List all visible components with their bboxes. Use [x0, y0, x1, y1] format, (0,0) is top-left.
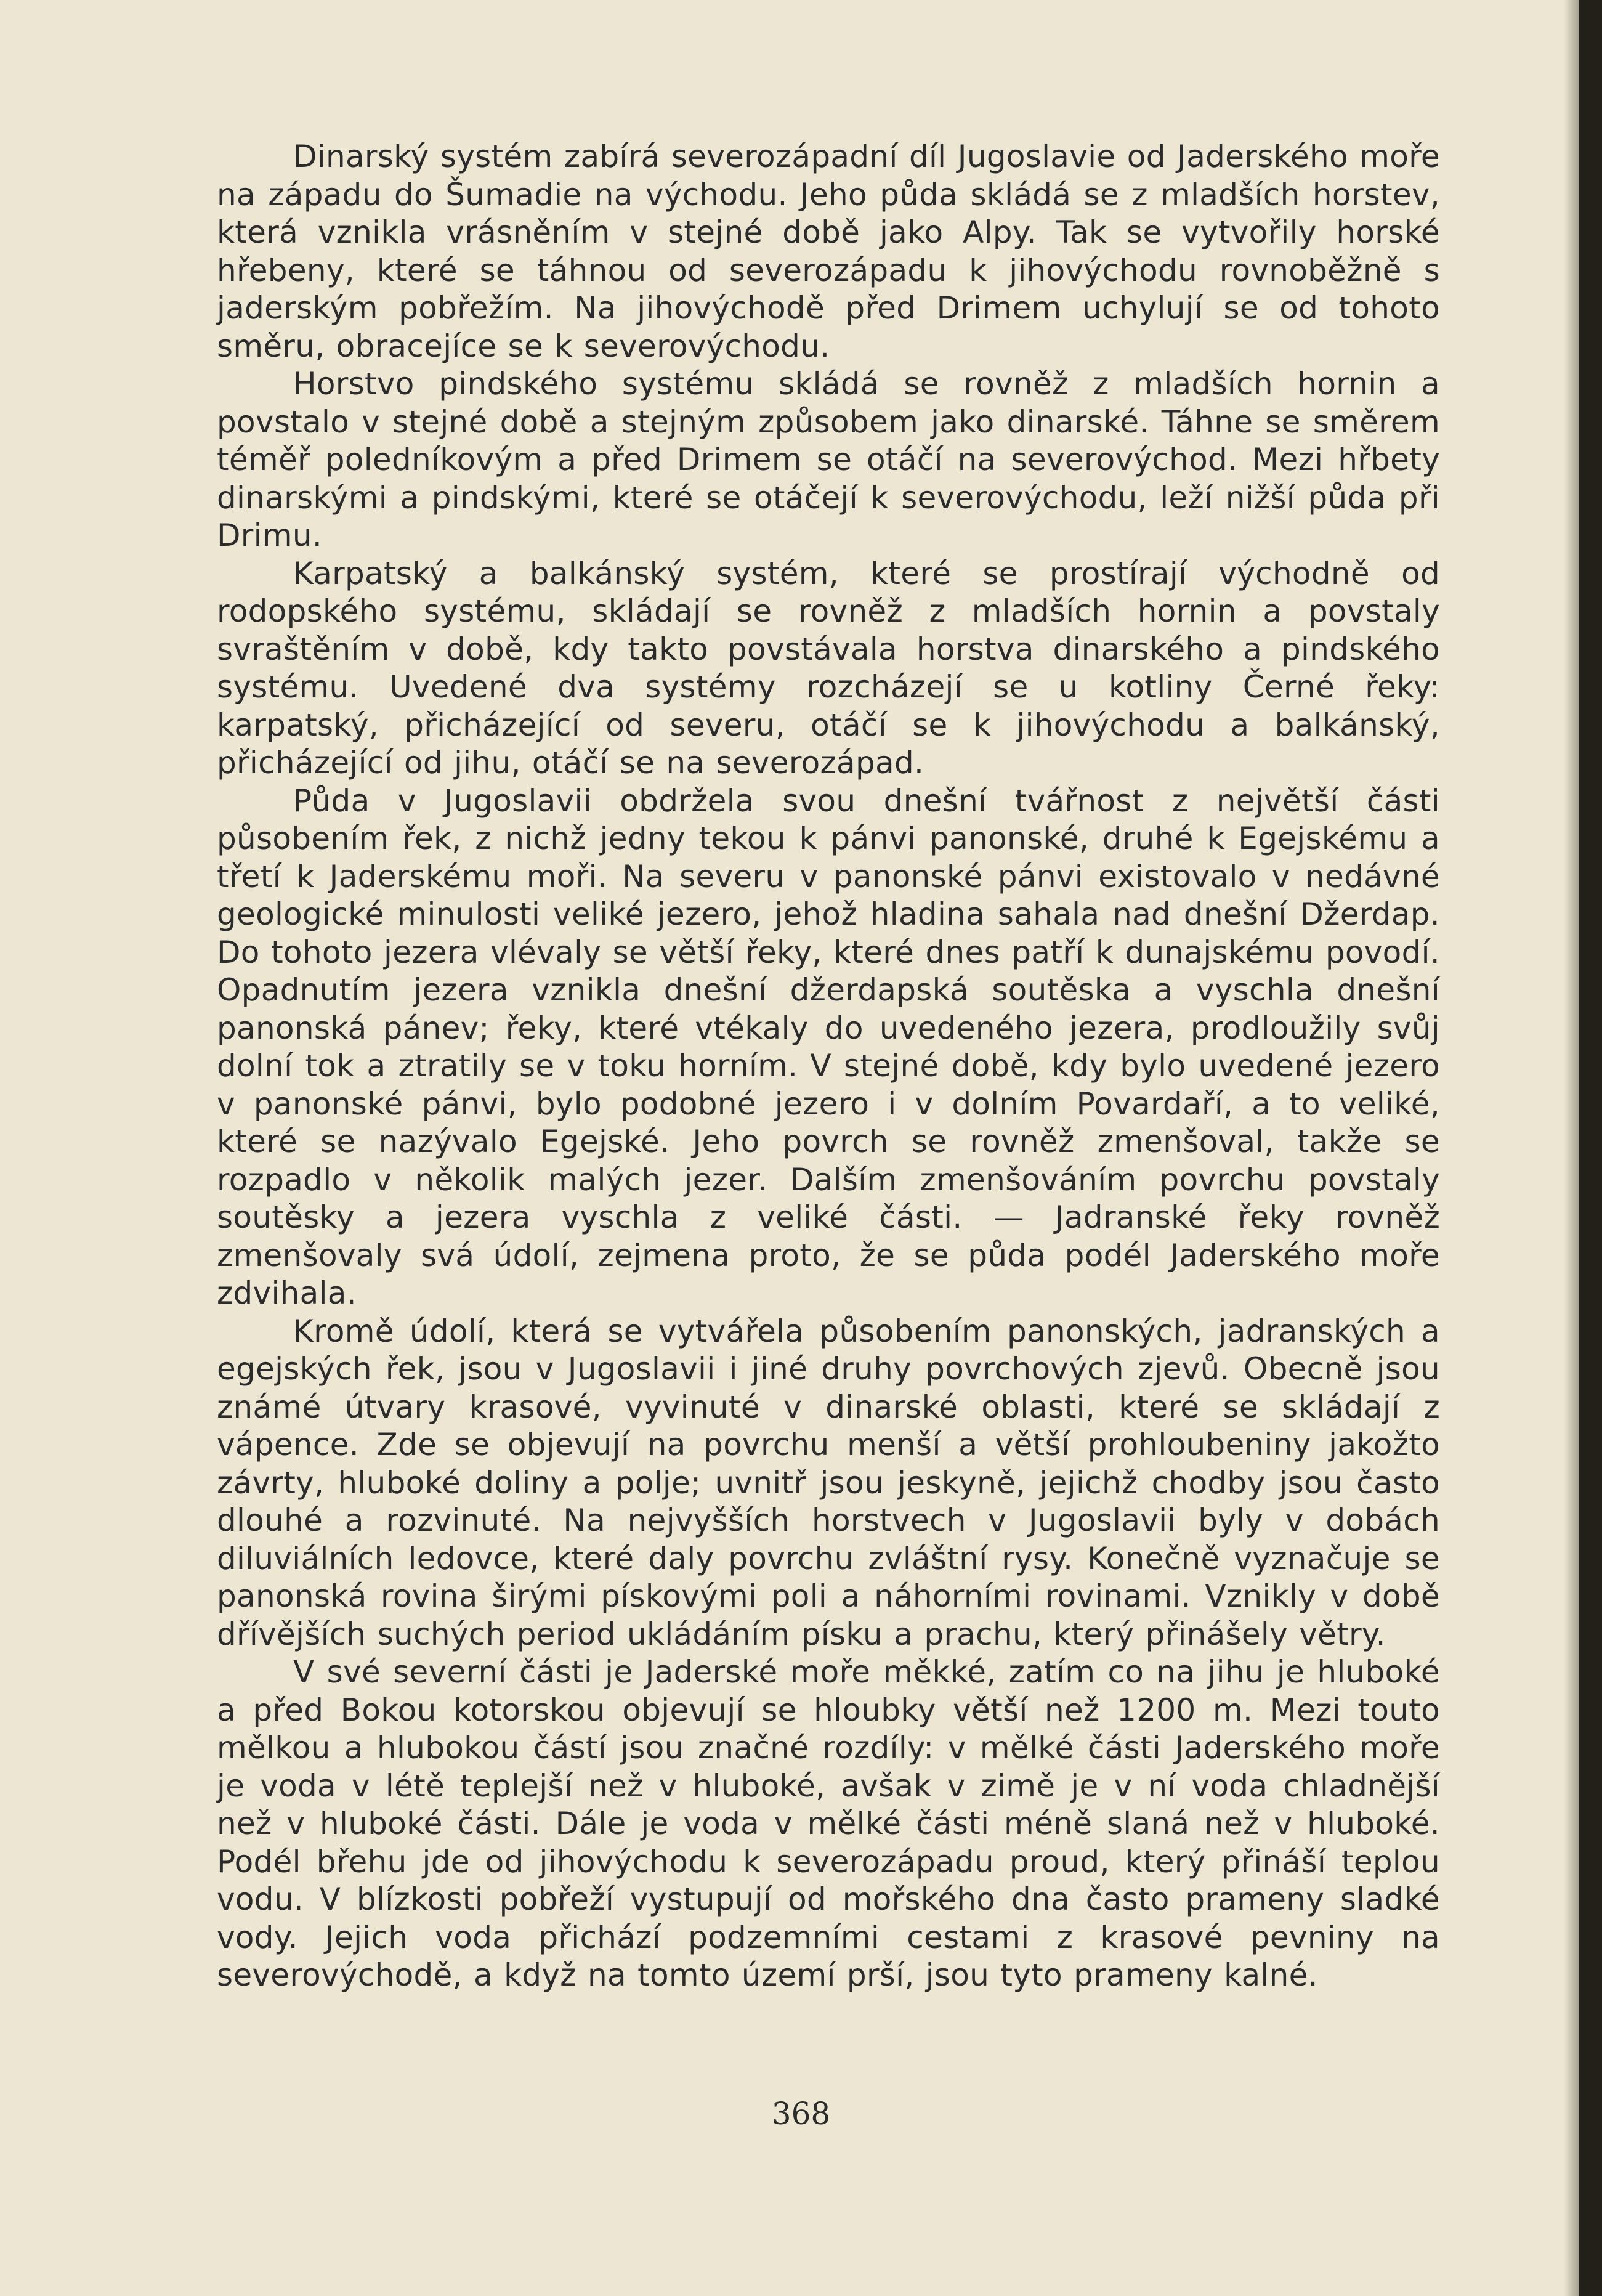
body-text: [217, 138, 1440, 1995]
paragraph-rivers: Půda v Jugoslavii obdržela svou dnešní tvářnost z největší části působením řek, z nichž jedny tekou k pánvi panonské, druhé k Egejskému a třetí k Jaderskému moři. Na severu v panonské pánvi existovalo v nedávné geologické minulosti veliké jezero, jehož hladina sahala nad dnešní Džerdap. Do tohoto jezera vlévaly se větší řeky, které dnes patří k dunajskému povodí. Opadnutím jezera vznikla dnešní džerdapská soutěska a vyschla dnešní panonská pánev; řeky, které vtékaly do uvedeného jezera, prodloužily svůj dolní tok a ztratily se v toku horním. V stejné době, kdy bylo uvedené jezero v panonské pánvi, bylo podobné jezero i v dolním Povardaří, a to veliké, které se nazývalo Egejské. Jeho povrch se rovněž zmenšoval, takže se rozpadlo v několik malých jezer. Dalším zmenšováním povrchu povstaly soutěsky a jezera vyschla z veliké části. — Jadranské řeky rovněž zmenšovaly svá údolí, zejmena proto, že se půda podél Jaderského moře zdvihala.: [217, 782, 1440, 1311]
paragraph-karst: Kromě údolí, která se vytvářela působením panonských, jadranských a egejských řek, jsou v Jugoslavii i jiné druhy povrchových zjevů. Obecně jsou známé útvary krasové, vyvinuté v dinarské oblasti, které se skládají z vápence. Zde se objevují na povrchu menší a větší prohloubeniny jakožto závrty, hluboké doliny a polje; uvnitř jsou jeskyně, jejichž chodby jsou často dlouhé a rozvinuté. Na nejvyšších horstvech v Jugoslavii byly v dobách diluviálních ledovce, které daly povrchu zvláštní rysy. Konečně vyznačuje se panonská rovina širými pískovými poli a náhorními rovinami. Vznikly v době dřívějších suchých period ukládáním písku a prachu, který přinášely větry.: [217, 1313, 1440, 1652]
paragraph-adriatic-sea: V své severní části je Jaderské moře měkké, zatím co na jihu je hluboké a před Bokou kotorskou objevují se hloubky větší než 1200 m. Mezi touto mělkou a hlubokou částí jsou značné rozdíly: v mělké části Jaderského moře je voda v létě teplejší než v hluboké, avšak v zimě je v ní voda chladnější než v hluboké části. Dále je voda v mělké části méně slaná než v hluboké. Podél břehu jde od jihovýchodu k severozápadu proud, který přináší teplou vodu. V blízkosti pobřeží vystupují od mořského dna často prameny sladké vody. Jejich voda přichází podzemními cestami z krasové pevniny na severovýchodě, a když na tomto území prší, jsou tyto prameny kalné.: [217, 1654, 1440, 1993]
paragraph-dinaric-system: Dinarský systém zabírá severozápadní díl Jugoslavie od Jaderského moře na západu do Šumadie na východu. Jeho půda skládá se z mladších horstev, která vznikla vrásněním v stejné době jako Alpy. Tak se vytvořily horské hřebeny, které se táhnou od severozápadu k jihovýchodu rovnoběžně s jaderským pobřežím. Na jihovýchodě před Drimem uchylují se od tohoto směru, obracejíce se k severovýchodu.: [217, 139, 1440, 364]
page-number: 368: [771, 2096, 831, 2132]
book-spine-edge: [1579, 0, 1602, 2296]
paragraph-carpathian-balkan-system: Karpatský a balkánský systém, které se prostírají východně od rodopského systému, skládají se rovněž z mladších hornin a povstaly svraštěním v době, kdy takto povstávala horstva dinarského a pindského systému. Uvedené dva systémy rozcházejí se u kotliny Černé řeky: karpatský, přicházející od severu, otáčí se k jihovýchodu a balkánský, přicházející od jihu, otáčí se na severozápad.: [217, 555, 1440, 781]
paragraph-pindus-system: Horstvo pindského systému skládá se rovněž z mladších hornin a povstalo v stejné době a stejným způsobem jako dinarské. Táhne se směrem téměř poledníkovým a před Drimem se otáčí na severovýchod. Mezi hřbety dinarskými a pindskými, které se otáčejí k severovýchodu, leží nižší půda při Drimu.: [217, 366, 1440, 553]
page-edge-shadow: [1564, 0, 1579, 2296]
